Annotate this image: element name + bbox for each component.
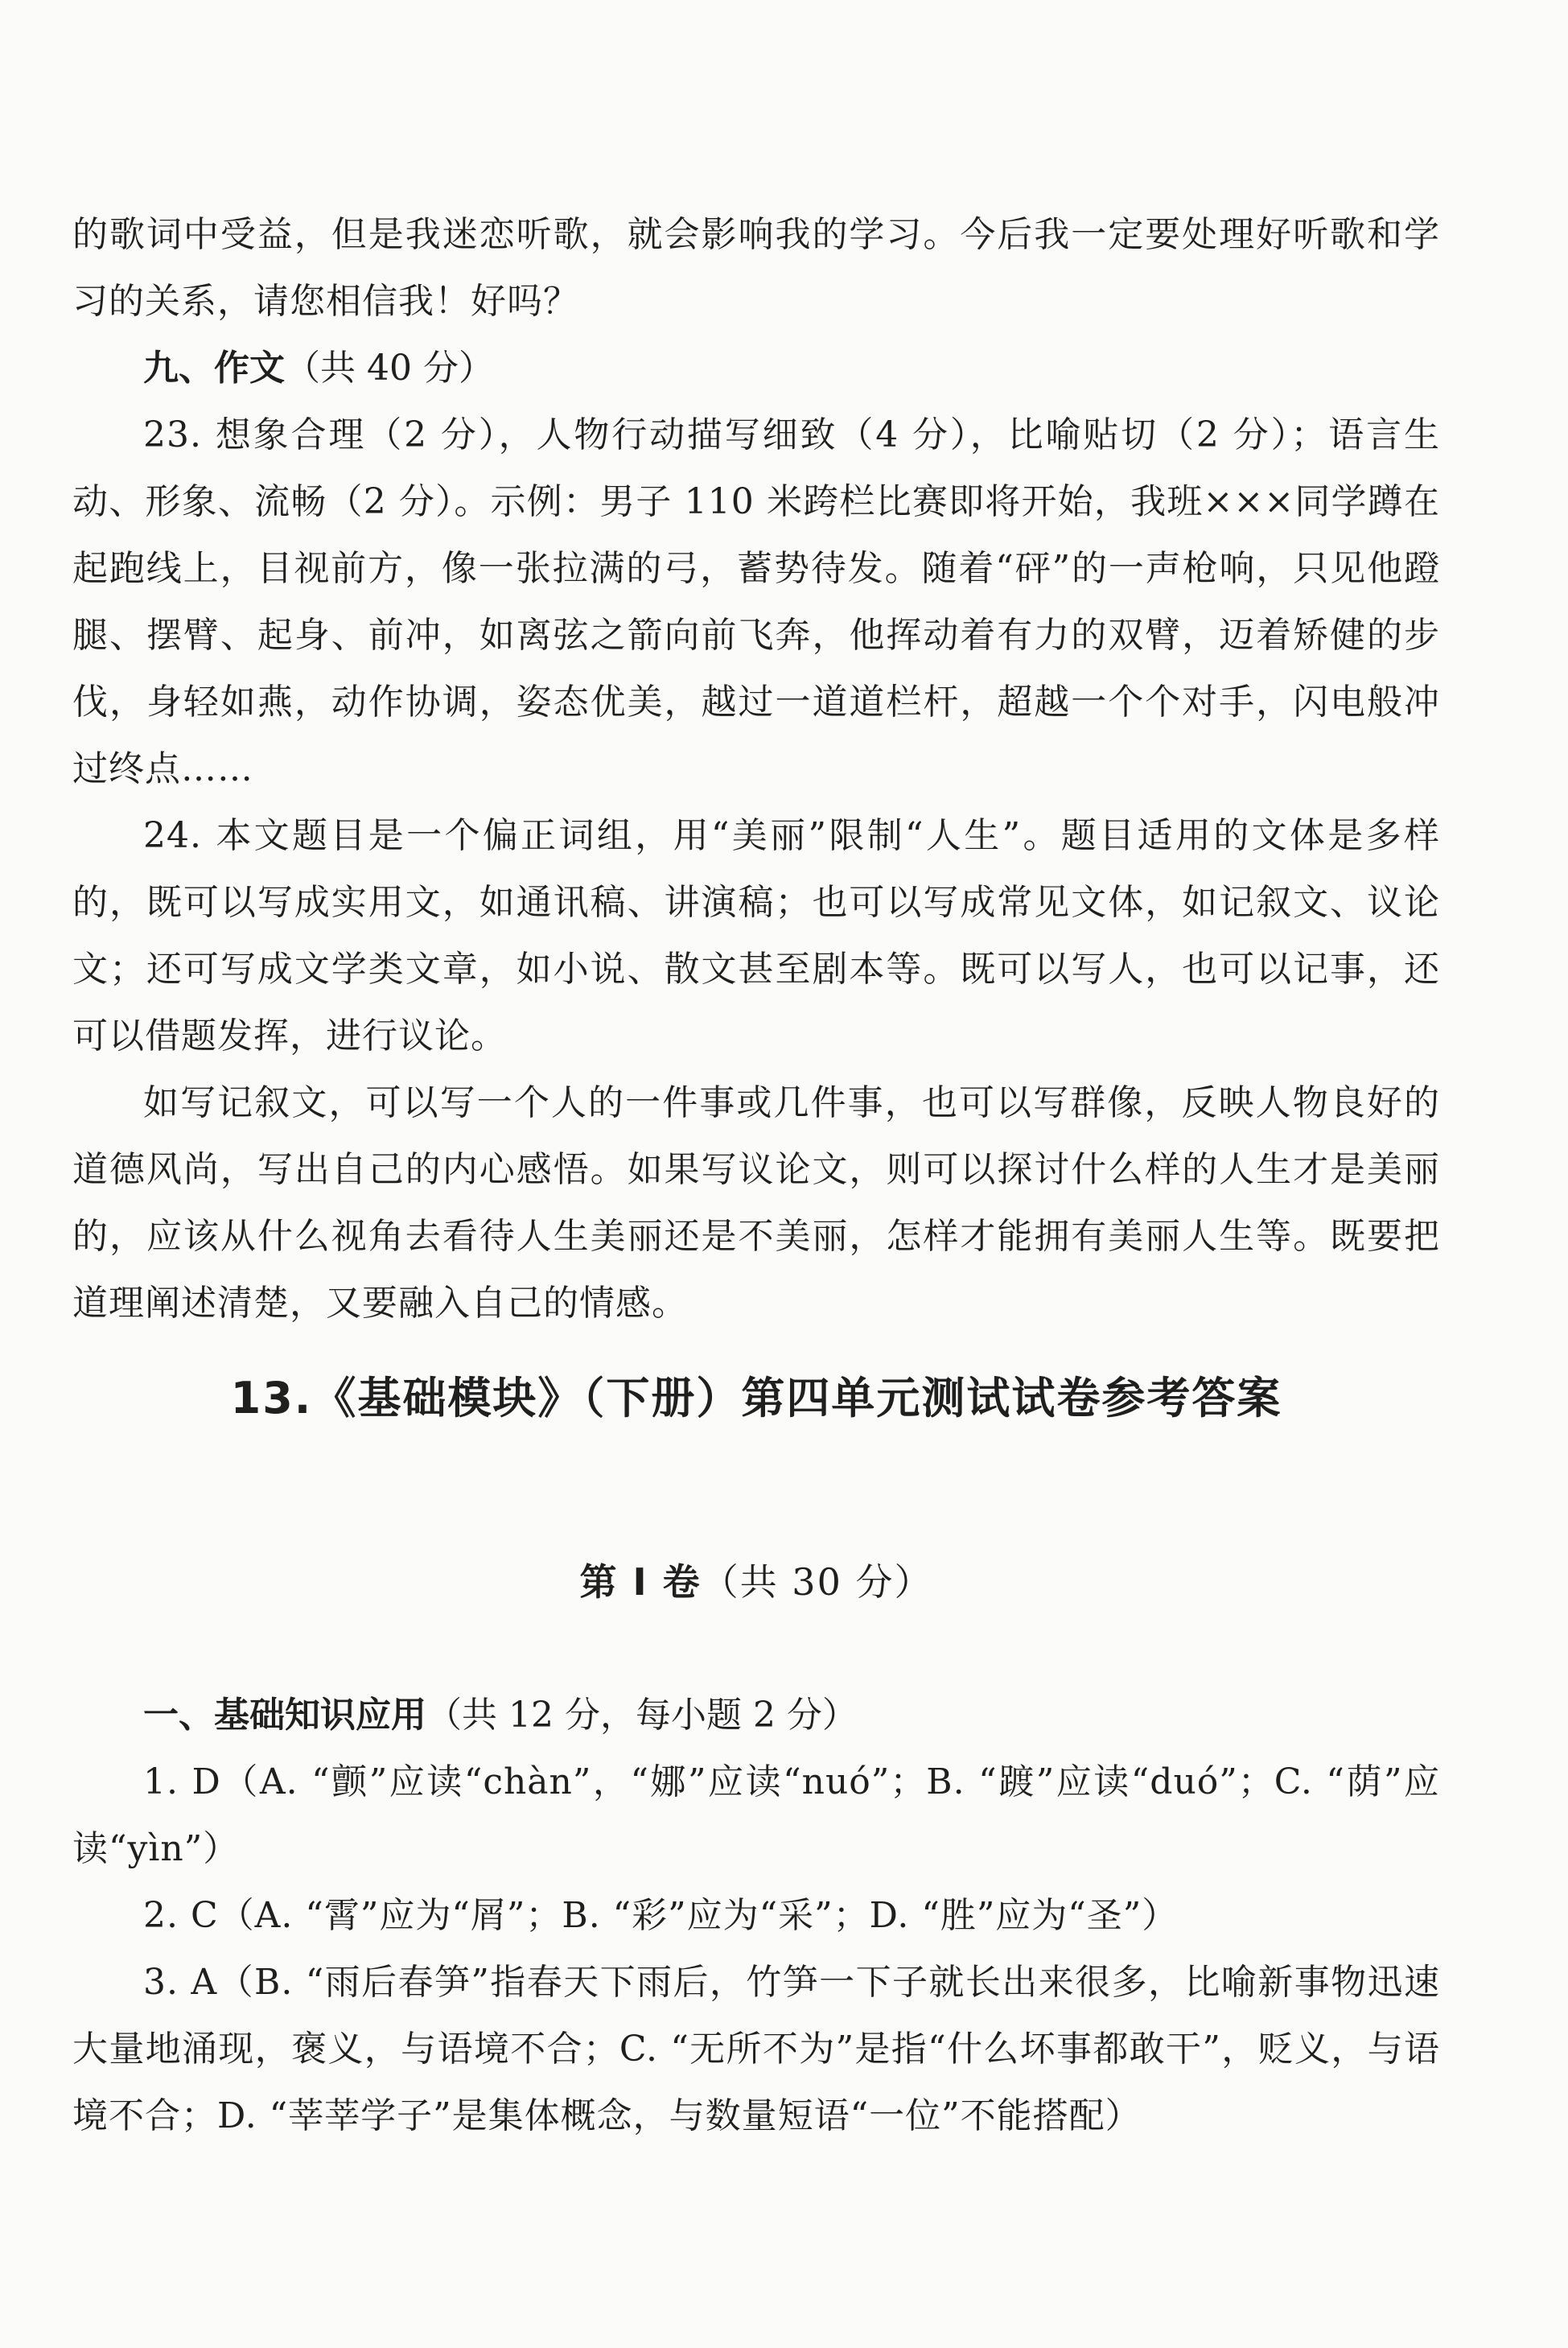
answer-item-1: 1. D（A. “颤”应读“chàn”，“娜”应读“nuó”；B. “踱”应读“duó”；C. “荫”应读“yìn”）: [72, 1761, 1440, 1869]
answer-item-23: 23. 想象合理（2 分），人物行动描写细致（4 分），比喻贴切（2 分）；语言生动、形象、流畅（2 分）。示例：男子 110 米跨栏比赛即将开始，我班×××同学蹲在起跑线上，目视前方，像一张拉满的弓，蓄势待发。随着“砰”的一声枪响，只见他蹬腿、摆臂、起身、前冲，如离弦之箭向前飞奔，他挥动着有力的双臂，迈着矫健的步伐，身轻如燕，动作协调，姿态优美，越过一道道栏杆，超越一个个对手，闪电般冲过终点……: [72, 414, 1440, 789]
volume-label: 第 Ⅰ 卷: [579, 1560, 702, 1604]
answer-page: [72, 201, 1440, 2136]
paragraph-continuation: 的歌词中受益，但是我迷恋听歌，就会影响我的学习。今后我一定要处理好听歌和学习的关系，请您相信我！好吗？: [72, 214, 1440, 322]
section-heading-composition: [72, 335, 1440, 402]
answer-item-3: 3. A（B. “雨后春笋”指春天下雨后，竹笋一下子就长出来很多，比喻新事物迅速大量地涌现，褒义，与语境不合；C. “无所不为”是指“什么坏事都敢干”，贬义，与语境不合；D. “莘莘学子”是集体概念，与数量短语“一位”不能搭配）: [72, 1962, 1440, 2136]
section-label: 九、作文: [143, 348, 285, 389]
answer-item-2: 2. C（A. “霄”应为“屑”；B. “彩”应为“采”；D. “胜”应为“圣”）: [143, 1895, 1179, 1936]
section-score: （共 12 分，每小题 2 分）: [426, 1695, 858, 1736]
section-score: （共 40 分）: [285, 348, 494, 389]
chapter-title: 13.《基础模块》（下册）第四单元测试试卷参考答案: [230, 1373, 1282, 1423]
answer-item-24: 24. 本文题目是一个偏正词组，用“美丽”限制“人生”。题目适用的文体是多样的，既可以写成实用文，如通讯稿、讲演稿；也可以写成常见文体，如记叙文、议论文；还可写成文学类文章，如小说、散文甚至剧本等。既可以写人，也可以记事，还可以借题发挥，进行议论。: [72, 815, 1440, 1057]
section-basic-knowledge: [72, 1682, 1440, 2149]
section-label: 一、基础知识应用: [143, 1695, 426, 1736]
section-heading-basic: [72, 1682, 1440, 1749]
paragraph-writing-guidance: 如写记叙文，可以写一个人的一件事或几件事，也可以写群像，反映人物良好的道德风尚，写出自己的内心感悟。如果写议论文，则可以探讨什么样的人生才是美丽的，应该从什么视角去看待人生美丽还是不美丽，怎样才能拥有美丽人生等。既要把道理阐述清楚，又要融入自己的情感。: [72, 1082, 1440, 1324]
volume-heading: [72, 1553, 1440, 1606]
volume-score: （共 30 分）: [701, 1560, 933, 1604]
